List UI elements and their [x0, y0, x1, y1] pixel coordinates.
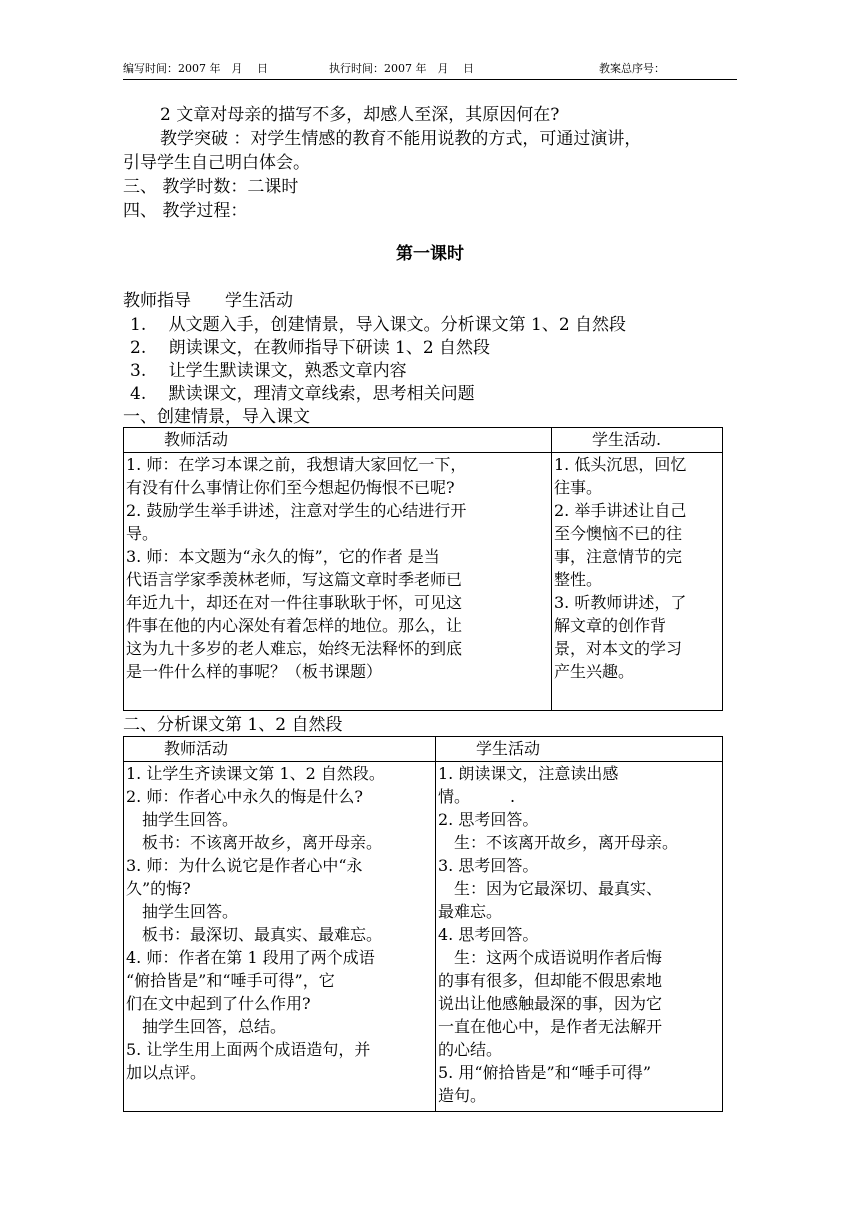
section1-student-header: 学生活动.	[552, 428, 723, 453]
section2-title: 二、分析课文第 1、2 自然段	[123, 715, 343, 735]
section1-teacher-cell	[124, 453, 552, 711]
student-line: 的心结。	[438, 1040, 503, 1059]
teacher-line: 4. 师：作者在第 1 段用了两个成语	[126, 948, 375, 967]
teacher-line: 抽学生回答，总结。	[126, 1017, 287, 1036]
intro-question-2: 2 文章对母亲的描写不多，却感人至深，其原因何在?	[160, 105, 560, 125]
teacher-line: 件事在他的内心深处有着怎样的地位。那么，让	[126, 616, 463, 635]
student-line: 产生兴趣。	[554, 662, 635, 681]
teacher-line: 2. 鼓励学生举手讲述，注意对学生的心结进行开	[126, 501, 467, 520]
overview-item: 1. 从文题入手，创建情景，导入课文。分析课文第 1、2 自然段	[130, 315, 627, 335]
teacher-line: 3. 师：为什么说它是作者心中“永	[126, 856, 363, 875]
overview-item: 3. 让学生默读课文，熟悉文章内容	[130, 361, 407, 381]
student-line: 2. 举手讲述让自己	[554, 501, 687, 520]
student-line: 生：不该离开故乡，离开母亲。	[438, 833, 679, 852]
section2-student-header: 学生活动	[436, 737, 723, 762]
overview-item: 2. 朗读课文，在教师指导下研读 1、2 自然段	[130, 338, 491, 358]
student-line: 一直在他心中，是作者无法解开	[438, 1017, 663, 1036]
lesson-title: 第一课时	[396, 244, 464, 264]
teacher-line: 1. 师：在学习本课之前，我想请大家回忆一下，	[126, 455, 467, 474]
teacher-line: 抽学生回答。	[126, 902, 239, 921]
student-line: 整性。	[554, 570, 603, 589]
teacher-line: 3. 师：本文题为“永久的悔”，它的作者 是当	[126, 547, 440, 566]
intro-breakthrough-2: 引导学生自己明白体会。	[123, 153, 310, 173]
student-line: 造句。	[438, 1086, 487, 1105]
teacher-line: 代语言学家季羡林老师，写这篇文章时季老师已	[126, 570, 463, 589]
student-line: 景，对本文的学习	[554, 639, 683, 658]
intro-hours: 三、 教学时数：二课时	[123, 177, 299, 197]
student-line: 至今懊恼不已的往	[554, 524, 683, 543]
student-line: 事，注意情节的完	[554, 547, 683, 566]
student-line: 生：这两个成语说明作者后悔	[438, 948, 663, 967]
student-line: 生：因为它最深切、最真实、	[438, 879, 663, 898]
student-line: 1. 低头沉思，回忆	[554, 455, 687, 474]
student-line: 说出让他感触最深的事，因为它	[438, 994, 663, 1013]
serial-number: 教案总序号：	[599, 62, 665, 75]
teacher-line: “俯拾皆是”和“唾手可得”，它	[126, 971, 335, 990]
teacher-line: 抽学生回答。	[126, 810, 239, 829]
student-line: 5. 用“俯拾皆是”和“唾手可得”	[438, 1063, 652, 1082]
student-line: 往事。	[554, 478, 603, 497]
student-line: 4. 思考回答。	[438, 925, 539, 944]
teacher-line: 板书：不该离开故乡，离开母亲。	[126, 833, 383, 852]
section2-teacher-header: 教师活动	[124, 737, 436, 762]
section2-teacher-cell	[124, 762, 436, 1112]
student-line: 2. 思考回答。	[438, 810, 539, 829]
teacher-line: 板书：最深切、最真实、最难忘。	[126, 925, 383, 944]
student-line: 3. 听教师讲述，了	[554, 593, 687, 612]
student-line: 3. 思考回答。	[438, 856, 539, 875]
teacher-line: 加以点评。	[126, 1063, 207, 1082]
teacher-line: 2. 师：作者心中永久的悔是什么?	[126, 787, 363, 806]
teacher-line: 5. 让学生用上面两个成语造句，并	[126, 1040, 371, 1059]
student-line: 1. 朗读课文，注意读出感	[438, 764, 619, 783]
section1-title: 一、创建情景，导入课文	[123, 407, 310, 427]
section2-table	[123, 736, 723, 1112]
section1-table	[123, 427, 723, 711]
teacher-line: 1. 让学生齐读课文第 1、2 自然段。	[126, 764, 385, 783]
student-line: 最难忘。	[438, 902, 503, 921]
intro-breakthrough-1: 教学突破 ：对学生情感的教育不能用说教的方式，可通过演讲，	[160, 129, 642, 149]
overview-item: 4. 默读课文，理清文章线索，思考相关问题	[130, 384, 475, 404]
section2-student-cell	[436, 762, 723, 1112]
student-line: 情。 .	[438, 787, 516, 806]
teacher-line: 有没有什么事情让你们至今想起仍悔恨不已呢?	[126, 478, 455, 497]
section1-teacher-header: 教师活动	[124, 428, 552, 453]
page-header	[123, 61, 737, 80]
section1-student-cell	[552, 453, 723, 711]
teacher-line: 导。	[126, 524, 159, 543]
write-time: 编写时间：2007 年 月 日	[123, 62, 268, 75]
exec-time: 执行时间：2007 年 月 日	[329, 62, 474, 75]
student-line: 解文章的创作背	[554, 616, 667, 635]
student-line: 的事有很多，但却能不假思索地	[438, 971, 663, 990]
teacher-line: 这为九十多岁的老人难忘，始终无法释怀的到底	[126, 639, 463, 658]
intro-process: 四、 教学过程：	[123, 201, 248, 221]
teacher-line: 年近九十，却还在对一件往事耿耿于怀，可见这	[126, 593, 463, 612]
teacher-line: 是一件什么样的事呢？（板书课题）	[126, 662, 383, 681]
teacher-line: 们在文中起到了什么作用?	[126, 994, 311, 1013]
teacher-line: 久”的悔?	[126, 879, 191, 898]
overview-header: 教师指导 学生活动	[123, 291, 293, 311]
